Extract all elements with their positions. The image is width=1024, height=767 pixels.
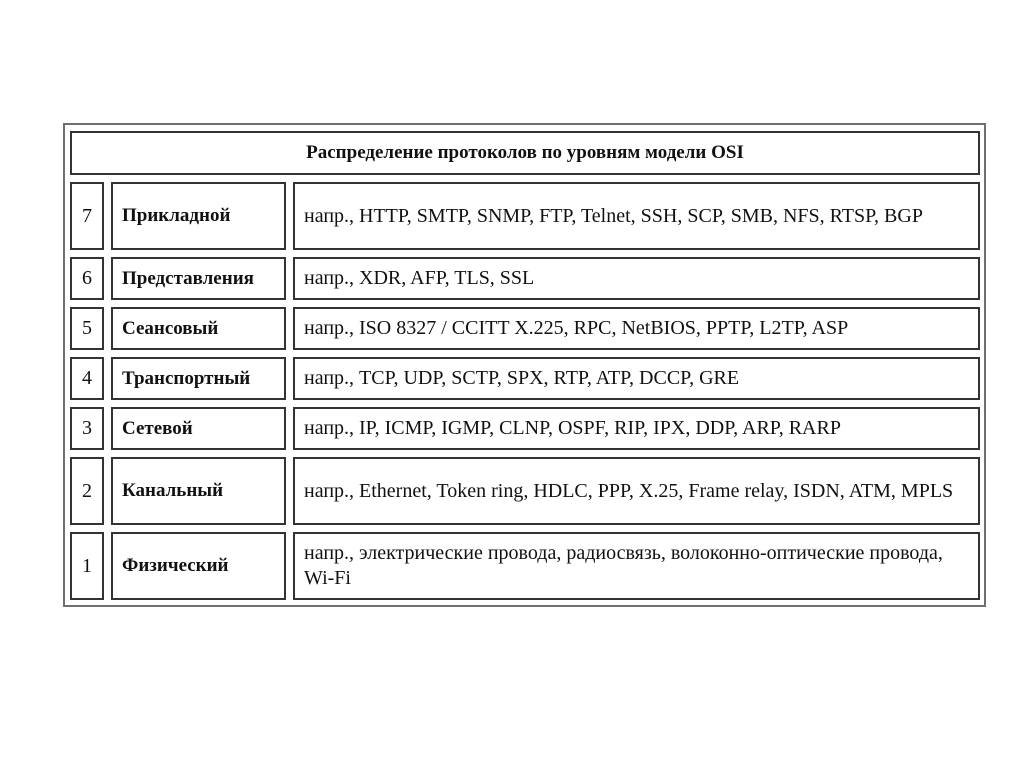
table-row-layer-3 xyxy=(70,407,980,450)
table-row-layer-5 xyxy=(70,307,980,350)
layer-protocols: напр., ISO 8327 / CCITT X.225, RPC, NetBIOS, PPTP, L2TP, ASP xyxy=(293,307,980,350)
layer-protocols: напр., HTTP, SMTP, SNMP, FTP, Telnet, SSH, SCP, SMB, NFS, RTSP, BGP xyxy=(293,182,980,250)
layer-name: Транспортный xyxy=(111,357,286,400)
table-row-layer-4 xyxy=(70,357,980,400)
layer-number: 1 xyxy=(70,532,104,600)
layer-name: Сетевой xyxy=(111,407,286,450)
layer-protocols: напр., TCP, UDP, SCTP, SPX, RTP, ATP, DCCP, GRE xyxy=(293,357,980,400)
layer-name: Канальный xyxy=(111,457,286,525)
layer-number: 4 xyxy=(70,357,104,400)
table-row-layer-2 xyxy=(70,457,980,525)
layer-protocols: напр., XDR, AFP, TLS, SSL xyxy=(293,257,980,300)
layer-number: 7 xyxy=(70,182,104,250)
layer-name: Сеансовый xyxy=(111,307,286,350)
table-title: Распределение протоколов по уровням модели OSI xyxy=(70,131,980,175)
layer-protocols: напр., Ethernet, Token ring, HDLC, PPP, X.25, Frame relay, ISDN, ATM, MPLS xyxy=(293,457,980,525)
table-row-layer-7 xyxy=(70,182,980,250)
table-row-layer-1 xyxy=(70,532,980,600)
layer-number: 6 xyxy=(70,257,104,300)
layer-protocols: напр., электрические провода, радиосвязь, волоконно-оптические провода, Wi-Fi xyxy=(293,532,980,600)
table-row-layer-6 xyxy=(70,257,980,300)
layer-name: Представления xyxy=(111,257,286,300)
layer-number: 5 xyxy=(70,307,104,350)
layer-protocols: напр., IP, ICMP, IGMP, CLNP, OSPF, RIP, IPX, DDP, ARP, RARP xyxy=(293,407,980,450)
layer-name: Прикладной xyxy=(111,182,286,250)
layer-number: 3 xyxy=(70,407,104,450)
layer-name: Физический xyxy=(111,532,286,600)
layer-number: 2 xyxy=(70,457,104,525)
